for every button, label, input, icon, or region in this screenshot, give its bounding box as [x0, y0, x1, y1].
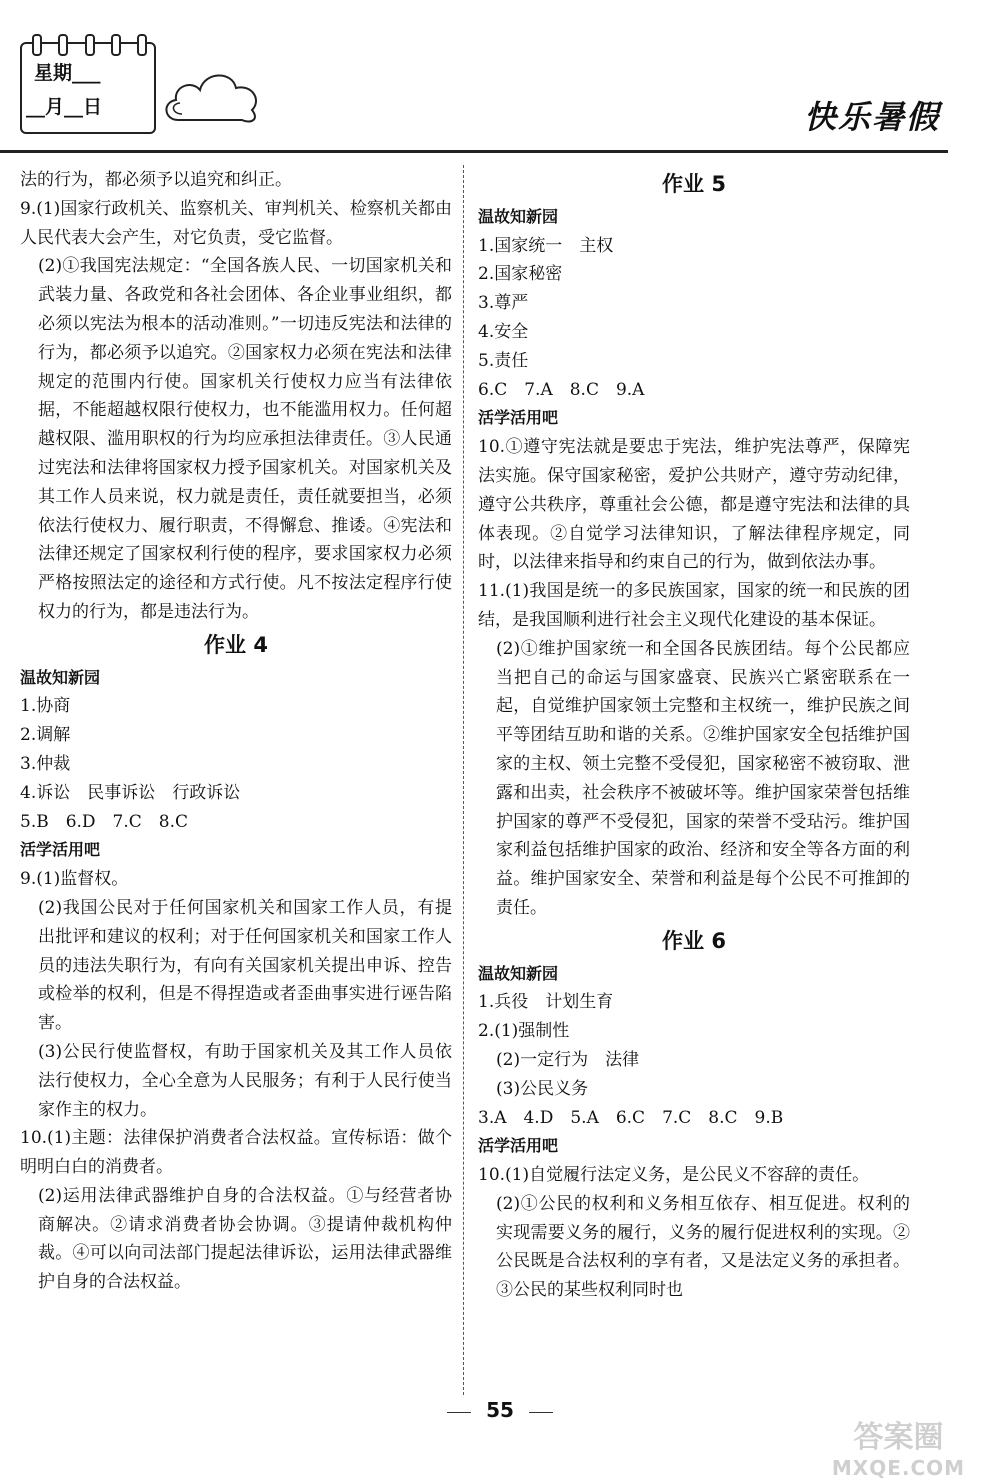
footer-dash-left: [447, 1412, 471, 1413]
answer-item: 2.(1)强制性: [478, 1021, 570, 1042]
answer-item: 10.①遵守宪法就是要忠于宪法，维护宪法尊严，保障宪法实施。保守国家秘密，爱护公共财产，遵守劳动纪律，遵守公共秩序，尊重社会公德，都是遵守宪法和法律的具体表现。②自觉学习法律知识，了解法律程序规定，同时，以法律来指导和约束自己的行为，做到依法办事。: [478, 437, 910, 573]
answer-item: (2)一定行为 法律: [496, 1049, 640, 1070]
answer-item: 1.兵役 计划生育: [478, 992, 614, 1013]
answer-item: (2)①公民的权利和义务相互依存、相互促进。权利的实现需要义务的履行，义务的履行促进权利的实现。②公民既是合法权利的享有者，又是法定义务的承担者。③公民的某些权利同时也: [496, 1193, 910, 1301]
watermark: [811, 1412, 986, 1478]
cloud-icon: [160, 64, 265, 126]
footer-dash-right: [529, 1412, 553, 1413]
weekday-blank: 星期___: [34, 62, 101, 84]
answer-item: 5.责任: [478, 350, 529, 371]
answer-item: 4.诉讼 民事诉讼 行政诉讼: [20, 782, 241, 803]
answer-item: (2)我国公民对于任何国家机关和国家工作人员，有提出批评和建议的权利；对于任何国家机关和国家工作人员的违法失职行为，有向有关国家机关提出申诉、控告或检举的权利，但是不得捏造或者歪曲事实进行诬告陷害。: [38, 897, 452, 1034]
answer-item: 10.(1)自觉履行法定义务，是公民义不容辞的责任。: [478, 1165, 870, 1186]
answer-item: 3.仲裁: [20, 753, 71, 774]
answer-item: 5.B 6.D 7.C 8.C: [20, 811, 189, 832]
answer-item: 2.国家秘密: [478, 264, 563, 285]
answer-item: 9.(1)国家行政机关、监察机关、审判机关、检察机关都由人民代表大会产生，对它负责，受它监督。: [20, 198, 452, 248]
answer-item: (3)公民行使监督权，有助于国家机关及其工作人员依法行使权力，全心全意为人民服务；有利于人民行使当家作主的权力。: [38, 1041, 452, 1120]
assignment-title: 作业 5: [662, 172, 726, 196]
section-heading: 温故知新园: [20, 667, 101, 687]
calendar-date-box: [20, 42, 156, 134]
assignment-title: 作业 4: [204, 632, 268, 657]
page-number: 55: [486, 1398, 514, 1422]
section-heading: 活学活用吧: [478, 1136, 559, 1156]
right-column: [478, 166, 910, 1305]
brand-title: 快乐暑假: [803, 98, 940, 136]
watermark-logo-text: 答案圈: [853, 1420, 944, 1455]
answer-item: 1.国家统一 主权: [478, 235, 614, 256]
left-column: [20, 166, 452, 1297]
header-rule: [0, 150, 948, 153]
answer-item: 2.调解: [20, 725, 71, 746]
answer-item: (2)运用法律武器维护自身的合法权益。①与经营者协商解决。②请求消费者协会协调。③提请仲裁机构仲裁。④可以向司法部门提起法律诉讼，运用法律武器维护自身的合法权益。: [38, 1185, 452, 1293]
section-heading: 活学活用吧: [20, 840, 101, 860]
answer-item: 1.协商: [20, 696, 71, 717]
answer-item: 6.C 7.A 8.C 9.A: [478, 379, 645, 400]
calendar-rings: [32, 34, 147, 52]
answer-item: 3.A 4.D 5.A 6.C 7.C 8.C 9.B: [478, 1107, 784, 1128]
section-heading: 温故知新园: [478, 206, 559, 226]
assignment-title: 作业 6: [662, 928, 726, 953]
answer-item: (2)①我国宪法规定：“全国各族人民、一切国家机关和武装力量、各政党和各社会团体、各企业事业组织，都必须以宪法为根本的活动准则。”一切违反宪法和法律的行为，都必须予以追究。②国家权力必须在宪法和法律规定的范围内行使。国家机关行使权力应当有法律依据，不能超越权限行使权力，也不能滥用权力。任何超越权限、滥用职权的行为均应承担法律责任。③人民通过宪法和法律将国家权力授予国家机关。对国家机关及其工作人员来说，权力就是责任，责任就要担当，必须依法行使权力、履行职责，不得懈怠、推诿。④宪法和法律还规定了国家权利行使的程序，要求国家权力必须严格按照法定的途径和方式行使。凡不按法定程序行使权力的行为，都是违法行为。: [38, 256, 452, 622]
answer-item: 法的行为，都必须予以追究和纠正。: [20, 170, 292, 190]
answer-item: (2)①维护国家统一和全国各民族团结。每个公民都应当把自己的命运与国家盛衰、民族兴亡紧密联系在一起，自觉维护国家领土完整和主权统一，维护民族之间平等团结互助和谐的关系。②维护国家安全包括维护国家的主权、领土完整不受侵犯，国家秘密不被窃取、泄露和出卖，社会秩序不被破坏等。维护国家荣誉包括维护国家的尊严不受侵犯，国家的荣誉不受玷污。维护国家利益包括维护国家的政治、经济和安全等各方面的利益。维护国家安全、荣誉和利益是每个公民不可推卸的责任。: [496, 638, 910, 918]
watermark-url: MXQE.COM: [831, 1456, 966, 1480]
column-divider: [463, 165, 464, 1395]
section-heading: 温故知新园: [478, 963, 559, 983]
answer-item: 3.尊严: [478, 293, 529, 314]
answer-item: 11.(1)我国是统一的多民族国家，国家的统一和民族的团结，是我国顺利进行社会主义现代化建设的基本保证。: [478, 581, 910, 630]
answer-item: 4.安全: [478, 321, 529, 342]
page-header: [0, 0, 1000, 160]
answer-item: (3)公民义务: [496, 1078, 589, 1099]
answer-item: 9.(1)监督权。: [20, 869, 129, 890]
date-blank: __月__日: [26, 96, 103, 118]
section-heading: 活学活用吧: [478, 408, 559, 428]
answer-item: 10.(1)主题：法律保护消费者合法权益。宣传标语：做个明明白白的消费者。: [20, 1128, 452, 1178]
